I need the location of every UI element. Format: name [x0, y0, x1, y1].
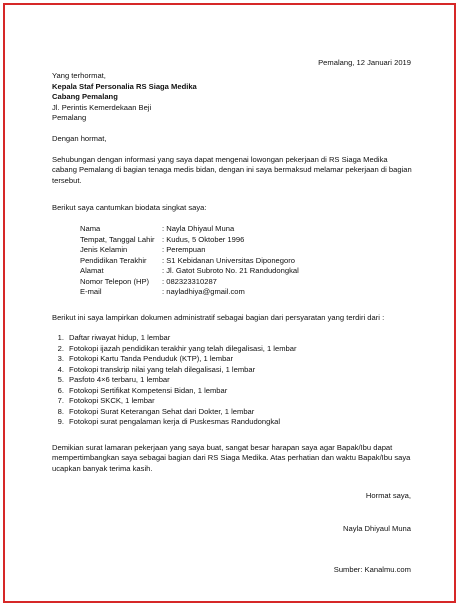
biodata-label: E-mail — [80, 287, 102, 296]
list-item-text: Fotokopi SKCK, 1 lembar — [69, 396, 155, 405]
list-item-number: 9. — [57, 417, 64, 426]
list-item-text: Fotokopi Sertifikat Kompetensi Bidan, 1 lembar — [69, 385, 228, 395]
biodata-label: Alamat — [80, 266, 104, 275]
list-item-number: 2. — [57, 343, 64, 353]
biodata-value: : Jl. Gatot Subroto No. 21 Randudongkal — [162, 266, 299, 275]
biodata-value: : S1 Kebidanan Universitas Diponegoro — [162, 255, 295, 265]
recipient-branch: Cabang Pemalang — [52, 92, 118, 101]
list-item-text: Fotokopi surat pengalaman kerja di Puskesmas Randudongkal — [69, 417, 281, 426]
signoff: Hormat saya, — [365, 491, 411, 500]
list-item-text: Fotokopi ijazah pendidikan terakhir yang telah dilegalisasi, 1 lembar — [69, 343, 297, 353]
biodata-value: : Kudus, 5 Oktober 1996 — [162, 234, 245, 244]
recipient-name: Kepala Staf Personalia RS Siaga Medika — [52, 81, 197, 91]
biodata-label: Tempat, Tanggal Lahir — [80, 234, 155, 244]
list-item-text: Daftar riwayat hidup, 1 lembar — [69, 333, 171, 342]
list-item-text: Fotokopi Kartu Tanda Penduduk (KTP), 1 lembar — [69, 354, 234, 363]
recipient-street: Jl. Perintis Kemerdekaan Beji — [52, 102, 152, 112]
attachments-intro: Berikut ini saya lampirkan dokumen administratif sebagai bagian dari persyaratan yang terdiri dari : — [52, 313, 385, 322]
recipient-greeting: Yang terhormat, — [52, 71, 106, 80]
biodata-label: Nama — [80, 224, 101, 233]
recipient-city: Pemalang — [52, 113, 87, 122]
biodata-label: Nomor Telepon (HP) — [80, 276, 150, 286]
place-date: Pemalang, 12 Januari 2019 — [318, 58, 411, 67]
salutation: Dengan hormat, — [52, 134, 107, 143]
source-credit: Sumber: Kanalmu.com — [333, 565, 411, 574]
biodata-label: Pendidikan Terakhir — [80, 255, 147, 265]
biodata-value: : 082323310287 — [162, 276, 217, 286]
biodata-value: : Nayla Dhiyaul Muna — [162, 224, 235, 233]
list-item-text: Pasfoto 4×6 terbaru, 1 lembar — [69, 375, 170, 384]
signature-name: Nayla Dhiyaul Muna — [343, 524, 411, 533]
intro-paragraph: Sehubungan dengan informasi yang saya dapat mengenai lowongan pekerjaan di RS Siaga Medika cabang Pemalang di bagian tenaga medis bidan, dengan ini saya bermaksud melamar pekerjaan di bagian tersebut. — [52, 155, 412, 185]
list-item-number: 8. — [57, 406, 64, 416]
list-item-number: 6. — [57, 385, 64, 395]
list-item-number: 5. — [57, 375, 64, 384]
list-item-number: 7. — [57, 396, 64, 405]
list-item-text: Fotokopi Surat Keterangan Sehat dari Dokter, 1 lembar — [69, 406, 255, 416]
list-item-number: 3. — [57, 354, 64, 363]
closing-paragraph: Demikian surat lamaran pekerjaan yang saya buat, sangat besar harapan saya agar Bapak/Ibu dapat mempertimbangkan saya sebagai bagian dari RS Siaga Medika. Atas perhatian dan waktu Bapak/Ibu saya ucapkan banyak terima kasih. — [52, 443, 411, 473]
list-item-text: Fotokopi transkrip nilai yang telah dilegalisasi, 1 lembar — [69, 364, 256, 374]
biodata-value: : Perempuan — [162, 245, 206, 254]
biodata-label: Jenis Kelamin — [80, 245, 128, 254]
list-item-number: 4. — [57, 364, 64, 374]
biodata-value: : nayladhiya@gmail.com — [162, 287, 245, 296]
list-item-number: 1. — [57, 333, 64, 342]
biodata-intro: Berikut saya cantumkan biodata singkat saya: — [52, 203, 207, 212]
